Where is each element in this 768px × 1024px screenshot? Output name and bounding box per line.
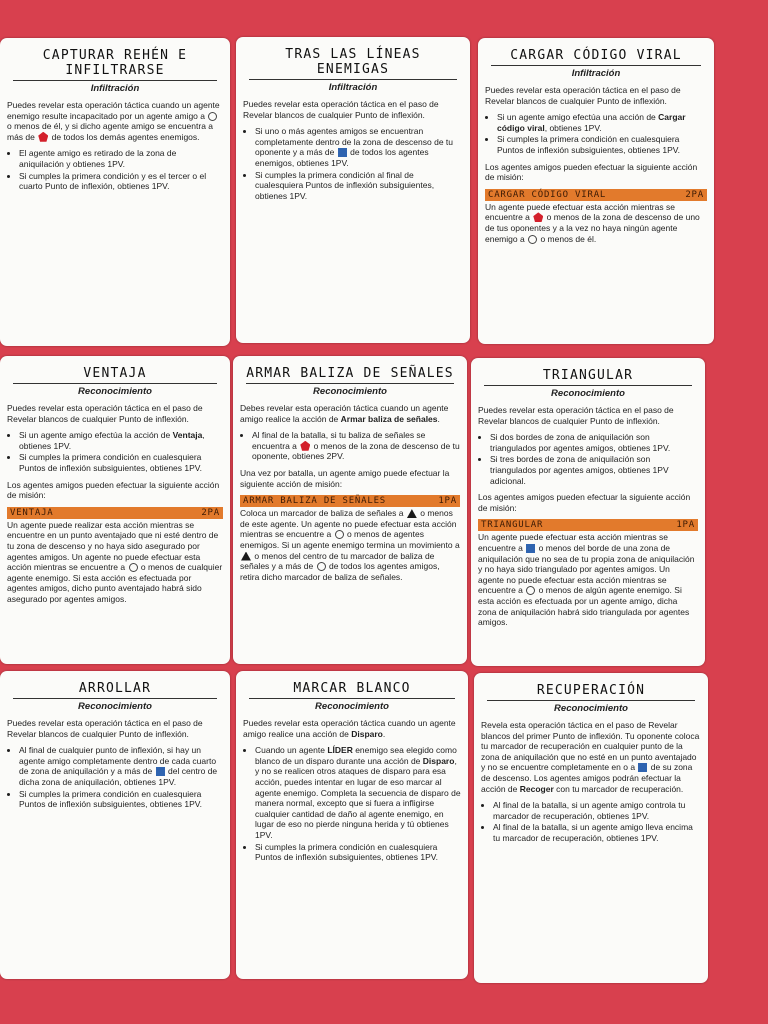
card-bullets bbox=[243, 126, 463, 201]
text: o menos de la zona de descenso de uno de tus oponentes y a la vez no haya ningún agente enemigo a bbox=[485, 212, 700, 244]
bullet: • Si dos bordes de zona de aniquilación son triangulados por agentes amigos, obtienes 1PV. bbox=[490, 432, 698, 453]
bold-text: Ventaja bbox=[172, 430, 203, 441]
text: Coloca un marcador de baliza de señales a bbox=[240, 508, 404, 519]
card-title: RECUPERACIÓN bbox=[487, 683, 695, 701]
card-subtitle: Reconocimiento bbox=[78, 386, 152, 397]
action-name: CARGAR CÓDIGO VIRAL bbox=[488, 189, 607, 200]
bullet: • Al final de la batalla, si un agente amigo controla tu marcador de recuperación, obtienes 1PV. bbox=[493, 800, 701, 821]
text: con tu marcador de recuperación. bbox=[556, 783, 684, 794]
text: Al final de la batalla, si tu baliza de señales se encuentra a bbox=[252, 430, 426, 451]
bullet: • Si cumples la primera condición en cualesquiera Puntos de inflexión subsiguientes, obtienes 1PV. bbox=[19, 789, 223, 810]
text: o menos del centro de tu marcador de baliza de señales y a más de bbox=[240, 550, 435, 572]
text: Si un agente amigo efectúa la acción de bbox=[19, 430, 171, 441]
action-name: ARMAR BALIZA DE SEÑALES bbox=[243, 496, 387, 507]
text: , obtienes 1PV. bbox=[19, 430, 205, 451]
action-bar bbox=[7, 507, 223, 519]
circle-range-icon bbox=[129, 563, 138, 572]
action-text bbox=[485, 202, 707, 244]
text: o menos de cualquier agente enemigo. Si esta acción es efectuada por agentes amigos, dicho punto aventajado habrá sido asegurado por agentes amigos. bbox=[7, 562, 223, 604]
bullet: • Si cumples la primera condición en cualesquiera Puntos de inflexión subsiguientes, obtienes 1PV. bbox=[19, 452, 223, 473]
bullet bbox=[19, 430, 223, 451]
card-body bbox=[481, 720, 701, 844]
bullet bbox=[255, 745, 461, 840]
action-text bbox=[7, 520, 223, 605]
action-name: TRIANGULAR bbox=[481, 520, 544, 531]
card-marcar-blanco bbox=[236, 671, 468, 979]
text: Un agente puede efectuar esta acción mientras se encuentre a bbox=[485, 201, 675, 223]
card-paragraph bbox=[7, 100, 223, 142]
bold-text: Disparo bbox=[351, 728, 383, 739]
card-subtitle: Reconocimiento bbox=[315, 701, 389, 712]
card-paragraph: Puedes revelar esta operación táctica en el paso de Revelar blancos de cualquier Punto de inflexión. bbox=[243, 99, 439, 120]
card-body bbox=[478, 405, 698, 628]
bullet bbox=[252, 430, 460, 462]
card-bullets bbox=[240, 430, 460, 462]
text: de todos los agentes enemigos, obtienes 1PV. bbox=[255, 147, 429, 168]
card-subtitle: Reconocimiento bbox=[313, 386, 387, 397]
text: Revela esta operación táctica en el paso de Revelar blancos del primer Punto de inflexión. Tu oponente coloca tu marcador de recuperación en cualquier punto de la zona de aniquilación que no esté en un punto aventajado y no se encuentre completamente en o a bbox=[481, 720, 700, 773]
text: Si un agente amigo efectúa una acción de bbox=[497, 112, 656, 123]
card-subtitle: Reconocimiento bbox=[551, 388, 625, 399]
bold-text: LÍDER bbox=[327, 745, 353, 756]
text: Un agente puede efectuar esta acción mientras se encuentre a bbox=[478, 532, 668, 553]
card-title: CAPTURAR REHÉN E INFILTRARSE bbox=[13, 48, 217, 81]
action-bar bbox=[485, 189, 707, 201]
text: de su zona de descenso. Los agentes amigos podrán efectuar la acción de bbox=[481, 762, 693, 794]
card-body bbox=[7, 718, 223, 810]
square-range-icon bbox=[156, 767, 165, 776]
action-name: VENTAJA bbox=[10, 507, 54, 518]
bold-text: Recoger bbox=[519, 783, 554, 794]
text: Debes revelar esta operación táctica cuando un agente amigo realice la acción de bbox=[240, 403, 449, 424]
card-paragraph: Los agentes amigos pueden efectuar la siguiente acción de misión: bbox=[478, 492, 691, 513]
action-cost: 1PA bbox=[676, 520, 695, 531]
square-range-icon bbox=[638, 763, 647, 772]
circle-range-icon bbox=[208, 112, 217, 121]
text: o menos de él, y si dicho agente amigo se encuentra a más de bbox=[7, 121, 214, 142]
card-cargar-codigo-viral bbox=[478, 38, 714, 344]
card-title: CARGAR CÓDIGO VIRAL bbox=[491, 48, 701, 66]
action-cost: 2PA bbox=[201, 507, 220, 518]
text: de todos los agentes amigos, retira dicho marcador de baliza de señales. bbox=[240, 561, 440, 582]
text: . bbox=[437, 413, 440, 424]
card-body bbox=[7, 403, 223, 605]
bullet: • Si cumples la primera condición en cualesquiera Puntos de inflexión subsiguientes, obtienes 1PV. bbox=[497, 134, 707, 155]
text: . bbox=[382, 728, 386, 739]
bold-text: Disparo bbox=[422, 755, 455, 766]
card-subtitle: Reconocimiento bbox=[554, 703, 628, 714]
action-text bbox=[240, 508, 460, 582]
square-range-icon bbox=[338, 148, 347, 157]
card-body bbox=[243, 99, 463, 201]
bullet bbox=[497, 112, 707, 133]
card-paragraph bbox=[481, 720, 701, 794]
card-arrollar bbox=[0, 671, 230, 979]
text: Cuando un agente bbox=[255, 745, 325, 756]
card-title: TRAS LAS LÍNEAS ENEMIGAS bbox=[249, 47, 457, 80]
circle-range-icon bbox=[526, 586, 535, 595]
text: o menos de algún agente enemigo. Si esta acción es efectuada por un agente amigo, dicha zona de aniquilación habrá sido triangulada por agentes amigos. bbox=[478, 585, 690, 628]
text: Si uno o más agentes amigos se encuentran completamente dentro de la zona de descenso de tu oponente y a más de bbox=[255, 126, 453, 158]
text: o menos de agentes enemigos. Si un agente enemigo termina un movimiento a bbox=[240, 529, 460, 550]
triangle-range-icon bbox=[407, 509, 417, 518]
text: de todos los demás agentes enemigos. bbox=[51, 131, 200, 142]
card-paragraph: Los agentes amigos pueden efectuar la siguiente acción de misión: bbox=[7, 479, 220, 501]
bullet: • Si cumples la primera condición y es el tercer o el cuarto Punto de inflexión, obtienes 1PV. bbox=[19, 171, 223, 192]
bullet: • Al final de la batalla, si un agente amigo lleva encima tu marcador de recuperación, obtienes 1PV. bbox=[493, 822, 701, 843]
card-tras-las-lineas bbox=[236, 37, 470, 343]
pentagon-range-icon bbox=[300, 441, 310, 451]
circle-range-icon bbox=[528, 235, 537, 244]
card-title: ARMAR BALIZA DE SEÑALES bbox=[246, 366, 454, 384]
card-paragraph bbox=[243, 718, 461, 739]
bullet bbox=[19, 745, 223, 787]
text: o menos de la zona de descenso de tu oponente, obtienes 2PV. bbox=[252, 440, 460, 462]
text: del centro de dicha zona de aniquilación, obtienes 1PV. bbox=[19, 766, 218, 787]
card-body bbox=[485, 85, 707, 244]
text: o menos de este agente. Un agente no puede efectuar esta acción mientras se encuentre a bbox=[240, 508, 457, 540]
card-armar-baliza bbox=[233, 356, 467, 664]
triangle-range-icon bbox=[241, 552, 251, 561]
pentagon-range-icon bbox=[533, 212, 543, 222]
bullet: • Si cumples la primera condición en cualesquiera Puntos de inflexión subsiguientes, obtienes 1PV. bbox=[255, 842, 461, 863]
card-bullets bbox=[485, 112, 707, 155]
card-paragraph: Los agentes amigos pueden efectuar la siguiente acción de misión: bbox=[485, 161, 698, 183]
card-body bbox=[240, 403, 460, 582]
card-subtitle: Infiltración bbox=[571, 68, 621, 79]
action-cost: 2PA bbox=[685, 189, 704, 200]
card-paragraph: Una vez por batalla, un agente amigo puede efectuar la siguiente acción de misión: bbox=[240, 467, 450, 489]
card-body bbox=[243, 718, 461, 863]
text: o menos de él. bbox=[540, 233, 597, 244]
bullet: • Si tres bordes de zona de aniquilación son triangulados por agentes amigos, obtienes 1PV adicional. bbox=[490, 454, 698, 486]
card-body bbox=[7, 100, 223, 192]
card-triangular bbox=[471, 358, 705, 666]
action-bar bbox=[240, 495, 460, 507]
text: , y no se realicen otros ataques de disparo para esa acción, puedes intentar en lugar de eso marcar al agente enemigo. Completa la secuencia de disparo de manera normal, excepto que si fuera a infligirse cualquier cantidad de daño al agente enemigo, en lugar de eso no pierde ninguna herida y tú obtienes 1PV. bbox=[255, 755, 461, 840]
card-bullets bbox=[243, 745, 461, 863]
card-paragraph: Puedes revelar esta operación táctica en el paso de Revelar blancos de cualquier Punto de inflexión. bbox=[7, 718, 203, 739]
text: , obtienes 1PV. bbox=[544, 122, 602, 133]
card-paragraph: Puedes revelar esta operación táctica en el paso de Revelar blancos de cualquier Punto de inflexión. bbox=[478, 405, 674, 426]
card-bullets bbox=[478, 432, 698, 486]
action-bar bbox=[478, 519, 698, 531]
text: Puedes revelar esta operación táctica cuando un agente amigo realice una acción de bbox=[243, 718, 456, 739]
card-paragraph: Puedes revelar esta operación táctica en el paso de Revelar blancos de cualquier Punto de inflexión. bbox=[7, 403, 203, 424]
text: Un agente puede realizar esta acción mientras se encuentre en un punto aventajado que ni esté dentro de tu zona de descenso y no haya sido asegurado por agentes amigos. Un agente no puede efectuar esta acción mientras se encuentre a bbox=[7, 519, 219, 573]
bold-text: Cargar código viral bbox=[497, 112, 686, 133]
text: Puedes revelar esta operación táctica cuando un agente enemigo resulte incapacitado por un agente amigo a bbox=[7, 100, 220, 121]
card-title: MARCAR BLANCO bbox=[249, 681, 455, 699]
action-text bbox=[478, 532, 698, 627]
card-ventaja bbox=[0, 356, 230, 664]
card-subtitle: Reconocimiento bbox=[78, 701, 152, 712]
card-title: VENTAJA bbox=[13, 366, 217, 384]
card-recuperacion bbox=[474, 673, 708, 983]
card-title: ARROLLAR bbox=[13, 681, 217, 699]
card-bullets bbox=[7, 430, 223, 473]
square-range-icon bbox=[526, 544, 535, 553]
card-capturar-rehen bbox=[0, 38, 230, 346]
card-paragraph: Puedes revelar esta operación táctica en el paso de Revelar blancos de cualquier Punto de inflexión. bbox=[485, 85, 681, 106]
card-subtitle: Infiltración bbox=[90, 83, 140, 94]
text: Al final de cualquier punto de inflexión, si hay un agente amigo completamente dentro de cada cuarto de zona de aniquilación y a más de bbox=[19, 745, 217, 777]
card-bullets bbox=[7, 745, 223, 810]
card-bullets bbox=[481, 800, 701, 843]
bold-text: Armar baliza de señales bbox=[340, 413, 438, 424]
card-subtitle: Infiltración bbox=[328, 82, 378, 93]
bullet: • El agente amigo es retirado de la zona de aniquilación y obtienes 1PV. bbox=[19, 148, 223, 169]
card-title: TRIANGULAR bbox=[484, 368, 692, 386]
action-cost: 1PA bbox=[438, 496, 457, 507]
card-paragraph bbox=[240, 403, 460, 424]
circle-range-icon bbox=[335, 530, 344, 539]
text: enemigo sea elegido como blanco de un disparo durante una acción de bbox=[255, 745, 457, 766]
bullet bbox=[255, 126, 463, 168]
text: o menos del borde de una zona de aniquilación que no sea de tu propia zona de aniquilación y no haya sido triangulado por agentes amigos. Un agente no puede efectuar esta acción mientras se encuentre a bbox=[478, 542, 695, 596]
bullet: • Si cumples la primera condición al final de cualesquiera Puntos de inflexión subsiguientes, obtienes 1PV. bbox=[255, 170, 463, 202]
pentagon-range-icon bbox=[38, 132, 48, 142]
circle-range-icon bbox=[317, 562, 326, 571]
card-bullets bbox=[7, 148, 223, 191]
